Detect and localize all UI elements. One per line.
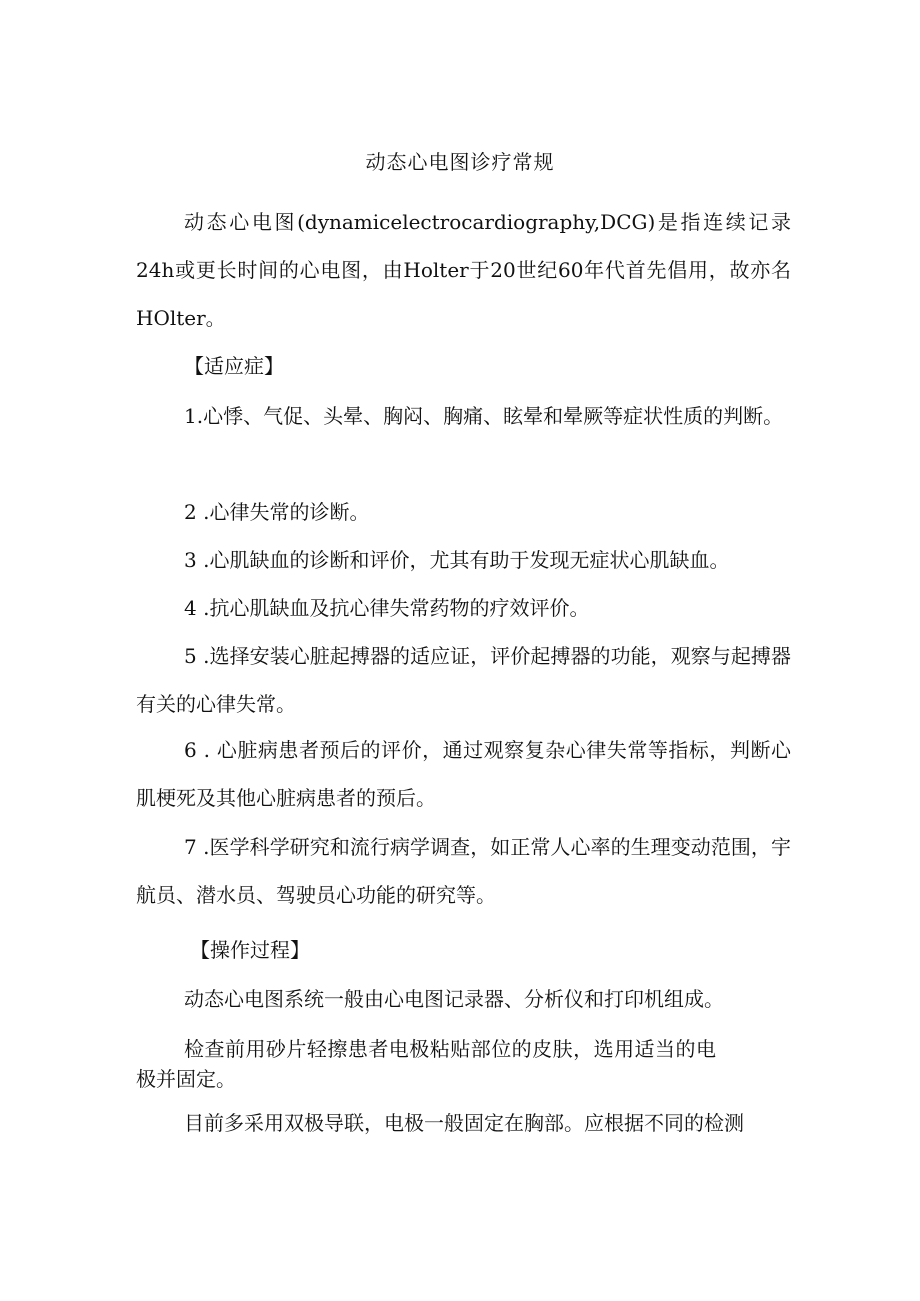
indication-item-6: 6 . 心脏病患者预后的评价，通过观察复杂心律失常等指标，判断心肌梗死及其他心脏病患者的预后。 [136,738,791,810]
indication-item-4: 4 .抗心肌缺血及抗心律失常药物的疗效评价。 [184,596,590,620]
indication-item-2: 2 .心律失常的诊断。 [184,500,370,524]
indication-item-1: 1.心悸、气促、头晕、胸闷、胸痛、眩晕和晕厥等症状性质的判断。 [184,404,784,428]
procedure-paragraph-3: 目前多采用双极导联，电极一般固定在胸部。应根据不同的检测 [184,1111,744,1135]
document-title: 动态心电图诊疗常规 [365,150,555,174]
section-heading-procedure: 【操作过程】 [190,938,310,962]
indication-item-5: 5 .选择安装心脏起搏器的适应证，评价起搏器的功能，观察与起搏器有关的心律失常。 [136,644,791,716]
indication-item-3: 3 .心肌缺血的诊断和评价，尤其有助于发现无症状心肌缺血。 [184,548,730,572]
intro-paragraph: 动态心电图(dynamicelectrocardiography,DCG)是指连续记录24h或更长时间的心电图，由Holter于20世纪60年代首先倡用，故亦名HOlter。 [136,210,791,330]
procedure-paragraph-2: 检查前用砂片轻擦患者电极粘贴部位的皮肤，选用适当的电极并固定。 [136,1037,716,1091]
procedure-paragraph-1: 动态心电图系统一般由心电图记录器、分析仪和打印机组成。 [184,987,724,1011]
section-heading-indications: 【适应症】 [184,354,284,378]
indication-item-7: 7 .医学科学研究和流行病学调查，如正常人心率的生理变动范围，宇航员、潜水员、驾驶员心功能的研究等。 [136,835,791,907]
